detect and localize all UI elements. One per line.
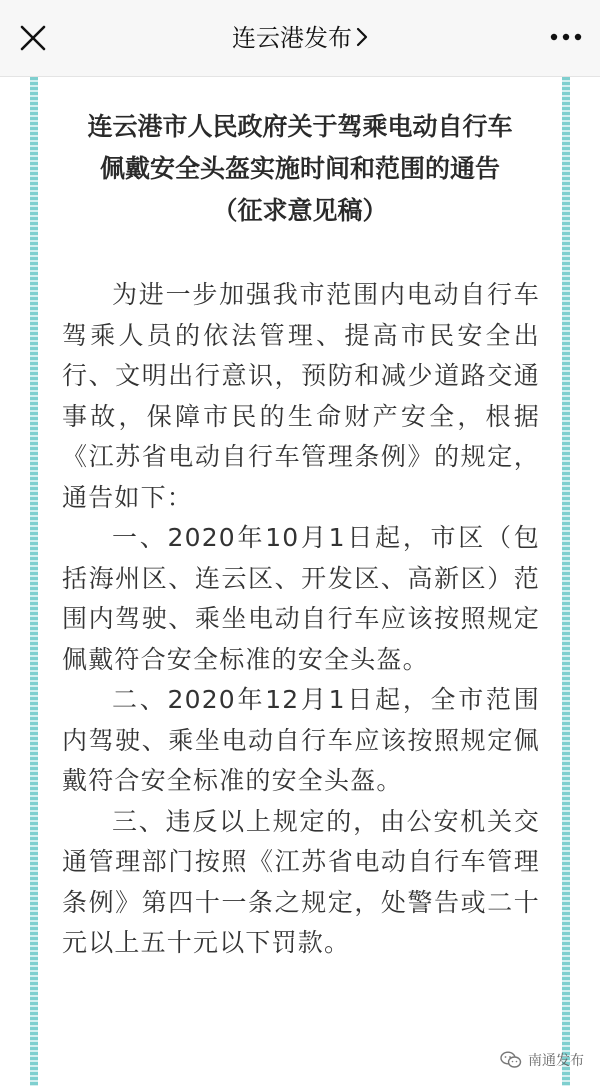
top-navigation-bar xyxy=(0,0,600,77)
decorative-border-left xyxy=(30,77,38,1086)
watermark-text: 南通发布 xyxy=(528,1053,584,1069)
paragraph-item-3: 三、违反以上规定的，由公安机关交通管理部门按照《江苏省电动自行车管理条例》第四十一条之规定，处警告或二十元以上五十元以下罚款。 xyxy=(62,806,540,957)
article-title xyxy=(54,106,546,232)
account-title-link[interactable] xyxy=(0,21,600,55)
wechat-icon xyxy=(500,1051,522,1069)
account-title: 连云港发布 xyxy=(232,24,352,52)
paragraph-item-1: 一、2020年10月1日起，市区（包括海州区、连云区、开发区、高新区）范围内驾驶、乘坐电动自行车应该按照规定佩戴符合安全标准的安全头盔。 xyxy=(62,523,540,674)
title-line: 连云港市人民政府关于驾乘电动自行车 xyxy=(87,112,513,141)
article-content xyxy=(0,77,600,1086)
title-line: 佩戴安全头盔实施时间和范围的通告 xyxy=(99,154,500,183)
more-button[interactable] xyxy=(546,22,586,52)
paragraph-item-2: 二、2020年12月1日起，全市范围内驾驶、乘坐电动自行车应该按照规定佩戴符合安全标准的安全头盔。 xyxy=(62,685,540,795)
title-line: （征求意见稿） xyxy=(212,196,388,225)
paragraph-intro: 为进一步加强我市范围内电动自行车驾乘人员的依法管理、提高市民安全出行、文明出行意识，预防和减少道路交通事故，保障市民的生命财产安全，根据《江苏省电动自行车管理条例》的规定，通告如下： xyxy=(62,280,540,512)
article-body xyxy=(62,275,540,964)
more-icon xyxy=(546,22,586,52)
chevron-right-icon xyxy=(356,27,368,47)
decorative-border-right xyxy=(562,77,570,1086)
watermark xyxy=(500,1050,584,1070)
